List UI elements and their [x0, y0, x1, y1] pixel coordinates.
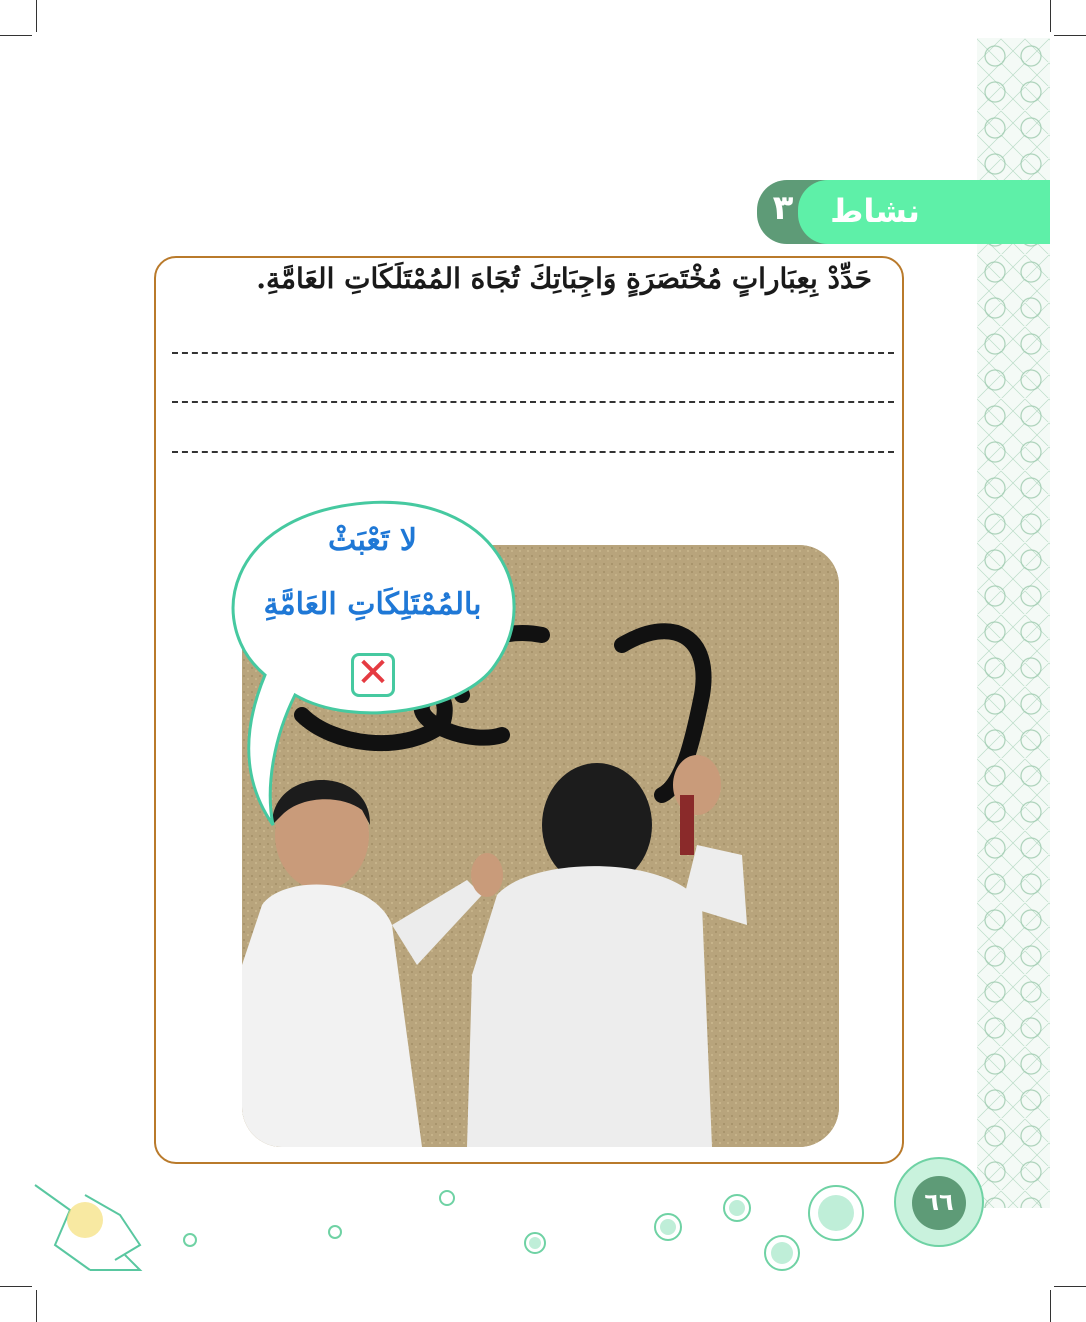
instruction-text: حَدِّدْ بِعِبَاراتٍ مُخْتَصَرَةٍ وَاجِبَاتِكَ تُجَاهَ المُمْتَلَكَاتِ العَامَّةِ.: [256, 262, 872, 295]
activity-number: ٣: [772, 188, 794, 228]
crop-mark: [1050, 1290, 1051, 1322]
crop-mark: [36, 0, 37, 32]
crop-mark: [1050, 0, 1051, 32]
answer-line[interactable]: [172, 401, 894, 403]
bubble-line-1: لا تَعْبَثْ: [328, 523, 417, 558]
prohibited-x-icon: [351, 650, 395, 697]
speech-bubble: [225, 495, 520, 725]
activity-label: نشاط: [830, 192, 920, 230]
crop-mark: [0, 35, 32, 36]
answer-line[interactable]: [172, 352, 894, 354]
bubble-line-2: بالمُمْتَلِكَاتِ العَامَّةِ: [263, 587, 482, 622]
decorative-rosettes: [30, 1165, 910, 1305]
crop-mark: [1054, 1286, 1086, 1287]
x-mark: ✕: [356, 650, 390, 696]
page-number: ٦٦: [912, 1176, 966, 1230]
crop-mark: [1054, 35, 1086, 36]
answer-line[interactable]: [172, 451, 894, 453]
crop-mark: [0, 1286, 32, 1287]
